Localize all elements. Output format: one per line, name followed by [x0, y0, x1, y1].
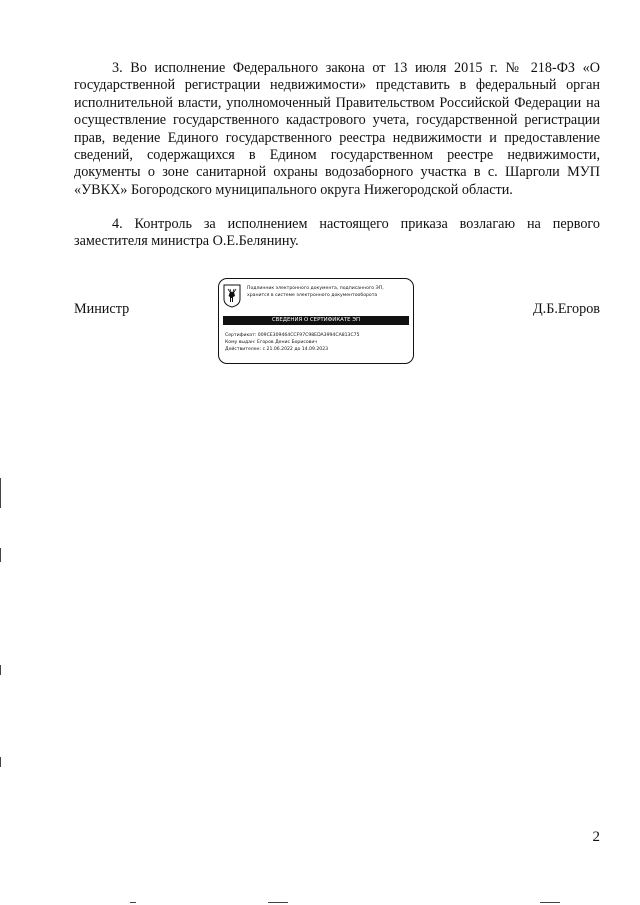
deer-emblem-icon: [223, 284, 241, 308]
stamp-caption-line-2: хранится в системе электронного документооборота: [247, 293, 378, 298]
paragraph-4-text: 4. Контроль за исполнением настоящего приказа возлагаю на первого заместителя министра О.Е.Белянину.: [74, 216, 600, 250]
scan-artifact-mark: [0, 665, 1, 675]
scan-artifact-mark: [540, 902, 560, 903]
stamp-header: СВЕДЕНИЯ О СЕРТИФИКАТЕ ЭП: [223, 316, 409, 325]
certificate-validity: Действителен: с 21.06.2022 до 14.09.2023: [225, 346, 329, 352]
paragraph-3: [74, 60, 600, 199]
electronic-signature-stamp: [218, 278, 414, 364]
stamp-details: [225, 333, 360, 353]
scan-artifact-mark: [0, 548, 1, 562]
paragraph-3-text: 3. Во исполнение Федерального закона от 13 июля 2015 г. № 218-ФЗ «О государственной регистрации недвижимости» представить в федеральный орган исполнительной власти, уполномоченный Правительством Российской Федерации на осуществление государственного кадастрового учета, государственной регистрации прав, ведение Единого государственного реестра недвижимости и предоставление сведений, содержащихся в Едином государственном реестре недвижимости, документы о зоне санитарной охраны водозаборного участка в с. Шарголи МУП «УВКХ» Богородского муниципального округа Нижегородской области.: [74, 60, 600, 198]
scan-artifact-mark: [0, 478, 1, 508]
signatory-title: Министр: [74, 301, 130, 317]
scan-artifact-mark: [0, 757, 1, 767]
scan-artifact-mark: [268, 902, 288, 903]
signatory-name: Д.Б.Егоров: [532, 301, 600, 317]
certificate-owner: Кому выдан: Егоров Денис Борисович: [225, 339, 318, 345]
scan-artifact-mark: [130, 902, 136, 903]
paragraph-4: [74, 216, 600, 251]
page-number: 2: [592, 829, 600, 845]
stamp-caption-line-1: Подлинник электронного документа, подписанного ЭП,: [247, 286, 384, 291]
certificate-number: Сертификат: 009CE309464CCF97C98EDA3994CA813C75: [225, 333, 360, 338]
stamp-caption: [247, 285, 384, 299]
